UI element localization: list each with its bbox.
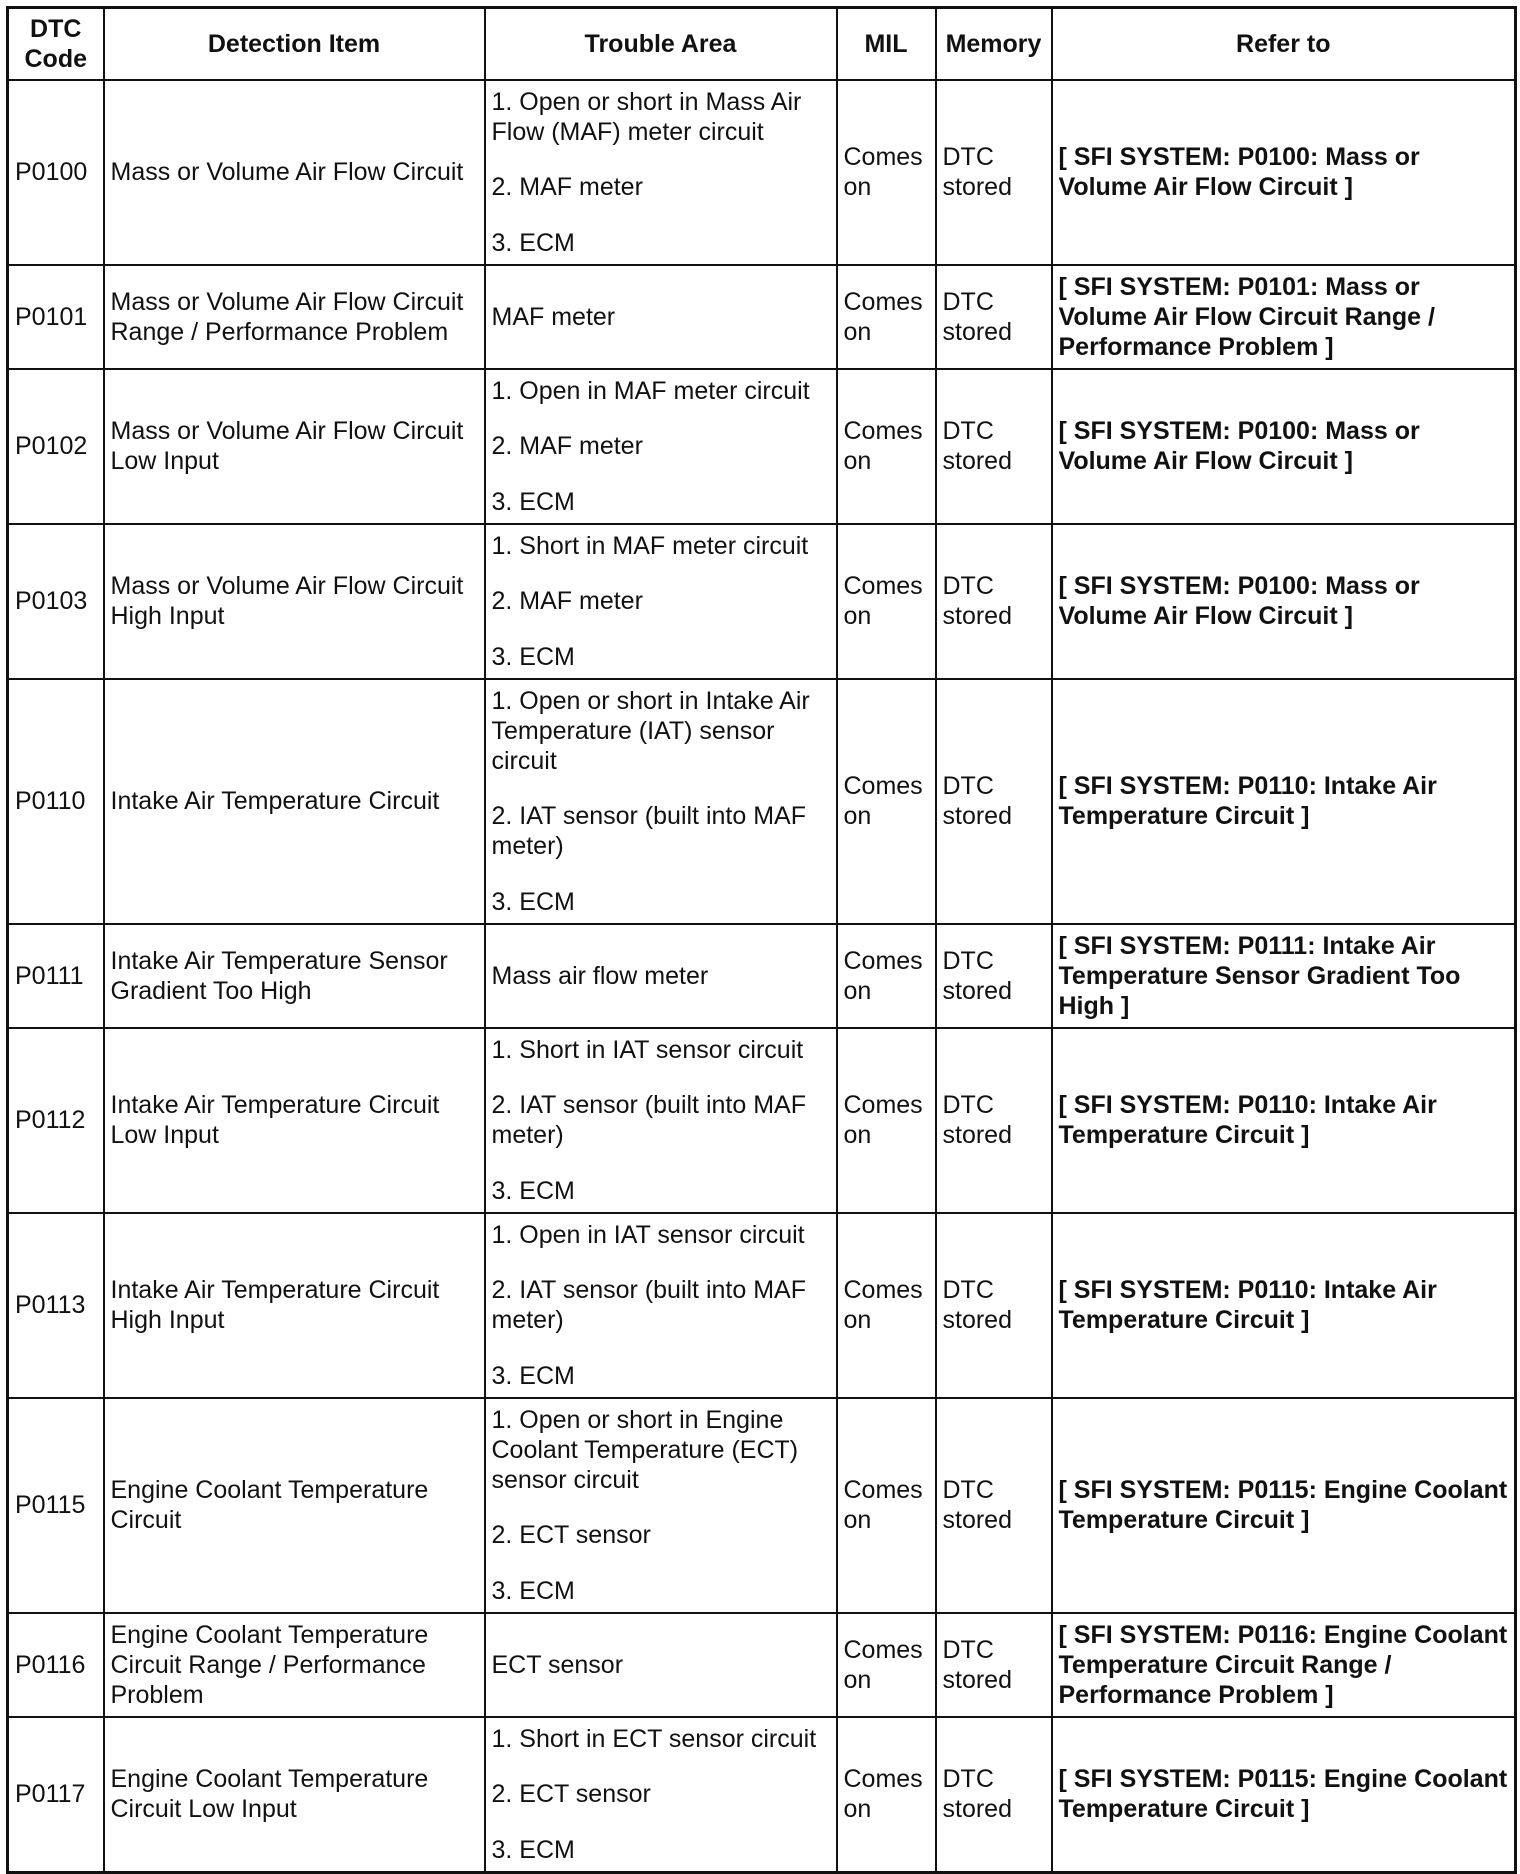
trouble-area-item: 3. ECM [491,487,575,516]
trouble-area-cell [485,265,837,369]
trouble-area-item: 3. ECM [491,1576,575,1605]
trouble-area-item: 2. ECT sensor [491,1780,651,1808]
header-detection-item: Detection Item [104,8,485,80]
table-row [8,679,1516,924]
mil-cell: Comes on [837,369,936,524]
refer-to-cell: [ SFI SYSTEM: P0110: Intake Air Temperature Circuit ] [1052,679,1516,924]
detection-item-cell: Intake Air Temperature Circuit High Input [104,1213,485,1398]
memory-cell: DTC stored [936,524,1052,679]
dtc-code-cell: P0115 [8,1398,104,1613]
trouble-area-cell [485,1028,837,1213]
trouble-area-item: 3. ECM [491,1176,575,1205]
trouble-area-item: 3. ECM [491,1361,575,1390]
trouble-area-list [492,1399,830,1612]
trouble-area-cell [485,1613,837,1717]
table-row [8,924,1516,1028]
refer-to-cell: [ SFI SYSTEM: P0115: Engine Coolant Temperature Circuit ] [1052,1717,1516,1873]
table-row [8,1028,1516,1213]
header-refer-to: Refer to [1052,8,1516,80]
refer-to-cell: [ SFI SYSTEM: P0115: Engine Coolant Temperature Circuit ] [1052,1398,1516,1613]
trouble-area-list [492,1214,830,1397]
trouble-area-cell [485,679,837,924]
detection-item-cell: Intake Air Temperature Circuit [104,679,485,924]
memory-cell: DTC stored [936,1398,1052,1613]
detection-item-cell: Intake Air Temperature Circuit Low Input [104,1028,485,1213]
header-dtc-code-line2: Code [24,44,87,73]
memory-cell: DTC stored [936,1213,1052,1398]
trouble-area-item: 3. ECM [491,887,575,916]
dtc-code-cell: P0100 [8,80,104,265]
trouble-area-cell [485,369,837,524]
table-row [8,524,1516,679]
trouble-area-item: 3. ECM [491,1835,575,1864]
dtc-table [6,6,1517,1874]
trouble-area-item: 2. MAF meter [491,432,643,460]
mil-cell: Comes on [837,265,936,369]
header-dtc-code-line1: DTC [30,14,82,43]
trouble-area-list [492,680,830,923]
trouble-area-cell [485,80,837,265]
dtc-code-cell: P0117 [8,1717,104,1873]
memory-cell: DTC stored [936,80,1052,265]
refer-to-cell: [ SFI SYSTEM: P0101: Mass or Volume Air Flow Circuit Range / Performance Problem ] [1052,265,1516,369]
trouble-area-item: Mass air flow meter [491,961,709,990]
mil-cell: Comes on [837,1213,936,1398]
detection-item-cell: Engine Coolant Temperature Circuit [104,1398,485,1613]
trouble-area-item: 1. Open or short in Engine Coolant Temperature (ECT) sensor circuit [491,1405,799,1494]
memory-cell: DTC stored [936,369,1052,524]
trouble-area-cell [485,924,837,1028]
dtc-code-cell: P0110 [8,679,104,924]
refer-to-cell: [ SFI SYSTEM: P0110: Intake Air Temperature Circuit ] [1052,1028,1516,1213]
mil-cell: Comes on [837,1398,936,1613]
refer-to-cell: [ SFI SYSTEM: P0100: Mass or Volume Air Flow Circuit ] [1052,369,1516,524]
detection-item-cell: Mass or Volume Air Flow Circuit Range / Performance Problem [104,265,485,369]
mil-cell: Comes on [837,679,936,924]
trouble-area-item: 2. IAT sensor (built into MAF meter) [491,1276,806,1334]
trouble-area-item: 2. IAT sensor (built into MAF meter) [491,1091,806,1149]
memory-cell: DTC stored [936,1613,1052,1717]
memory-cell: DTC stored [936,265,1052,369]
mil-cell: Comes on [837,924,936,1028]
dtc-code-cell: P0111 [8,924,104,1028]
table-row [8,1613,1516,1717]
trouble-area-list [492,81,830,264]
trouble-area-list [492,525,830,678]
trouble-area-item: 2. MAF meter [491,587,643,615]
trouble-area-list [492,1029,830,1212]
trouble-area-item: MAF meter [491,302,616,331]
table-row [8,369,1516,524]
dtc-code-cell: P0112 [8,1028,104,1213]
dtc-code-cell: P0103 [8,524,104,679]
dtc-code-cell: P0113 [8,1213,104,1398]
table-row [8,265,1516,369]
detection-item-cell: Engine Coolant Temperature Circuit Low Input [104,1717,485,1873]
trouble-area-item: 1. Short in IAT sensor circuit [491,1035,804,1064]
trouble-area-item: 2. IAT sensor (built into MAF meter) [491,802,806,860]
detection-item-cell: Mass or Volume Air Flow Circuit Low Input [104,369,485,524]
refer-to-cell: [ SFI SYSTEM: P0110: Intake Air Temperature Circuit ] [1052,1213,1516,1398]
table-row [8,80,1516,265]
trouble-area-item: 1. Open in IAT sensor circuit [491,1220,805,1249]
refer-to-cell: [ SFI SYSTEM: P0111: Intake Air Temperature Sensor Gradient Too High ] [1052,924,1516,1028]
refer-to-cell: [ SFI SYSTEM: P0100: Mass or Volume Air Flow Circuit ] [1052,80,1516,265]
dtc-code-cell: P0101 [8,265,104,369]
trouble-area-item: 2. ECT sensor [491,1521,651,1549]
mil-cell: Comes on [837,524,936,679]
trouble-area-item: 2. MAF meter [491,173,643,201]
trouble-area-item: 1. Open in MAF meter circuit [491,376,810,405]
table-row [8,1213,1516,1398]
trouble-area-cell [485,1398,837,1613]
trouble-area-list [492,1718,830,1871]
trouble-area-item: ECT sensor [491,1650,624,1679]
detection-item-cell: Mass or Volume Air Flow Circuit [104,80,485,265]
trouble-area-item: 1. Open or short in Mass Air Flow (MAF) meter circuit [491,87,802,146]
memory-cell: DTC stored [936,924,1052,1028]
header-trouble-area: Trouble Area [485,8,837,80]
trouble-area-item: 3. ECM [491,228,575,257]
memory-cell: DTC stored [936,1028,1052,1213]
trouble-area-list [492,370,830,523]
header-mil: MIL [837,8,936,80]
table-row [8,1398,1516,1613]
detection-item-cell: Intake Air Temperature Sensor Gradient Too High [104,924,485,1028]
dtc-code-cell: P0102 [8,369,104,524]
header-dtc-code [8,8,104,80]
detection-item-cell: Mass or Volume Air Flow Circuit High Input [104,524,485,679]
header-memory: Memory [936,8,1052,80]
trouble-area-item: 1. Open or short in Intake Air Temperature (IAT) sensor circuit [491,686,810,775]
detection-item-cell: Engine Coolant Temperature Circuit Range / Performance Problem [104,1613,485,1717]
memory-cell: DTC stored [936,1717,1052,1873]
mil-cell: Comes on [837,1613,936,1717]
trouble-area-item: 1. Short in ECT sensor circuit [491,1724,817,1753]
table-row [8,1717,1516,1873]
mil-cell: Comes on [837,1028,936,1213]
table-body [8,80,1516,1873]
trouble-area-item: 3. ECM [491,642,575,671]
mil-cell: Comes on [837,80,936,265]
trouble-area-cell [485,524,837,679]
trouble-area-cell [485,1717,837,1873]
header-row [8,8,1516,80]
mil-cell: Comes on [837,1717,936,1873]
memory-cell: DTC stored [936,679,1052,924]
refer-to-cell: [ SFI SYSTEM: P0116: Engine Coolant Temperature Circuit Range / Performance Problem ] [1052,1613,1516,1717]
trouble-area-item: 1. Short in MAF meter circuit [491,531,809,560]
trouble-area-cell [485,1213,837,1398]
dtc-code-cell: P0116 [8,1613,104,1717]
refer-to-cell: [ SFI SYSTEM: P0100: Mass or Volume Air Flow Circuit ] [1052,524,1516,679]
